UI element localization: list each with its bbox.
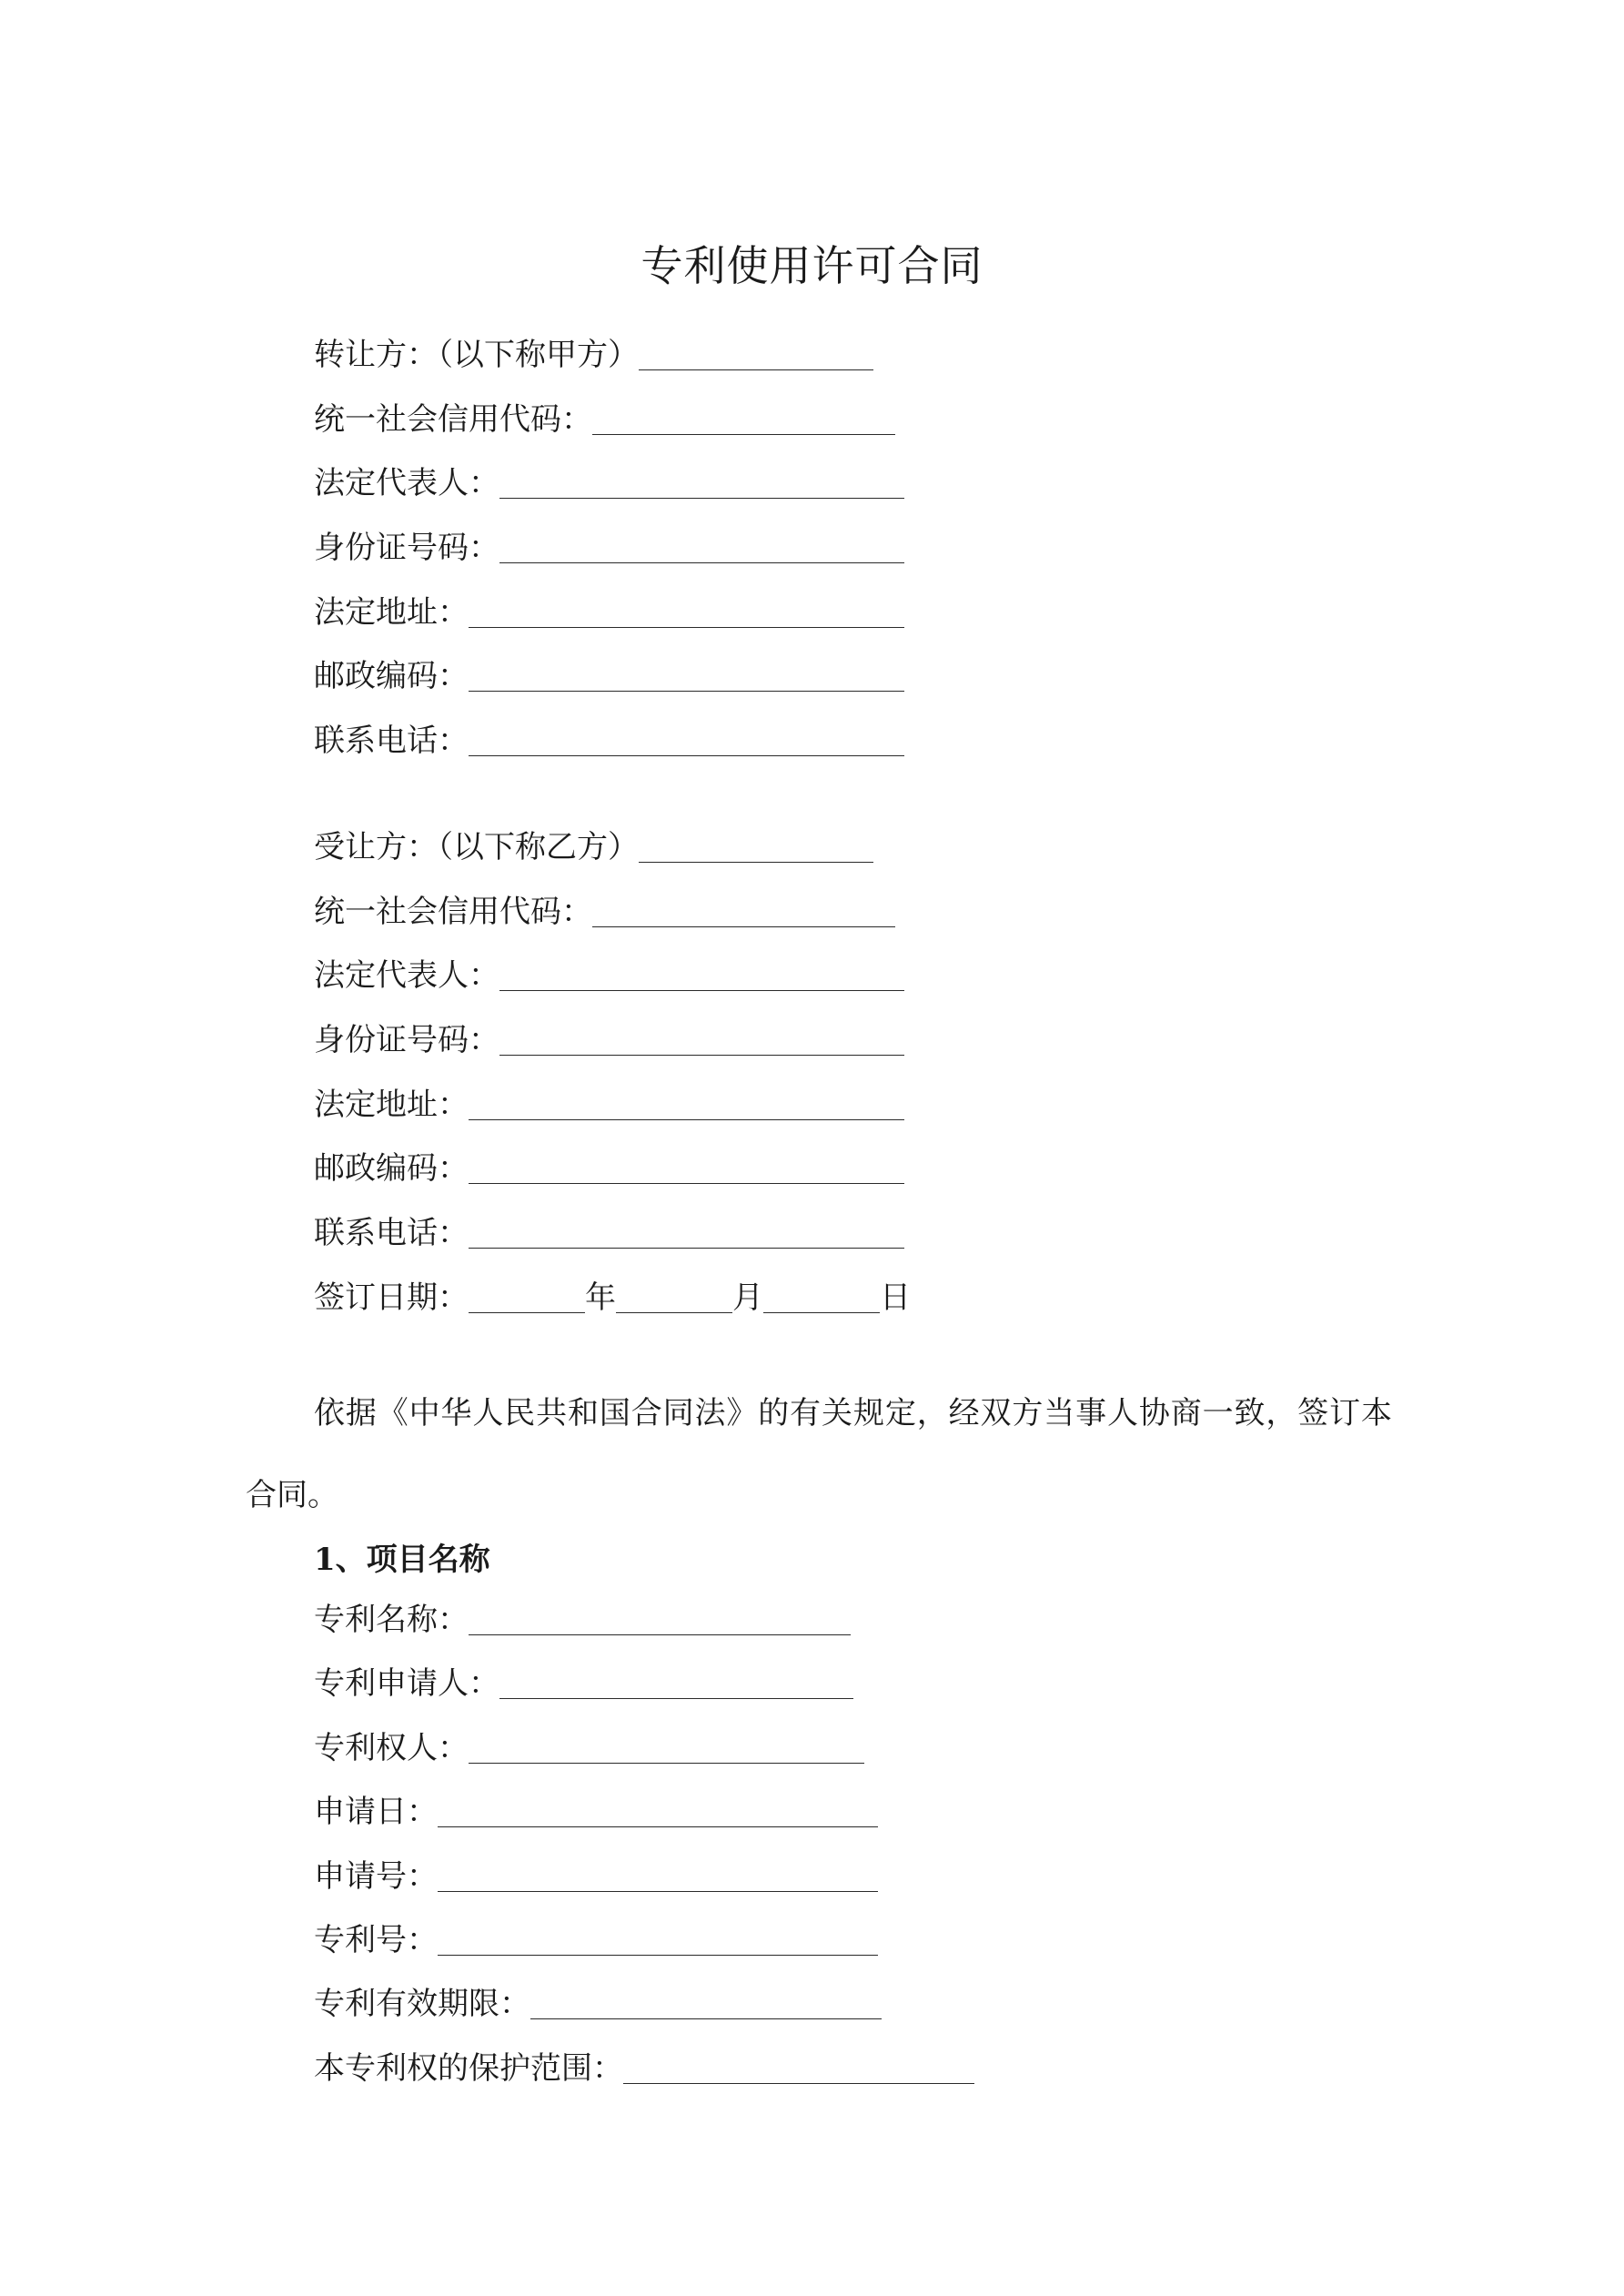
fill-in-blank[interactable] [499,959,904,991]
field-label: 邮政编码： [314,1150,469,1188]
month-blank[interactable] [616,1281,732,1313]
party-b-address-row [314,1073,1360,1138]
fill-in-blank[interactable] [469,596,904,628]
field-label: 法定地址： [314,593,469,631]
fill-in-blank[interactable] [438,1860,878,1892]
fill-in-blank[interactable] [592,895,895,927]
field-label: 受让方：（以下称乙方） [314,829,639,865]
fill-in-blank[interactable] [499,467,904,499]
signing-date-label: 签订日期： [314,1279,469,1316]
field-label: 本专利权的保护范围： [314,2049,623,2087]
fill-in-blank[interactable] [469,660,904,692]
fill-in-blank[interactable] [469,1217,904,1249]
year-label: 年 [585,1279,616,1316]
fill-in-blank[interactable] [592,403,895,435]
field-label: 联系电话： [314,1215,469,1252]
party-b-legal-rep-row [314,944,1360,1008]
fill-in-blank[interactable] [499,1667,853,1699]
fill-in-blank[interactable] [499,531,904,563]
party-a-transferor-row [314,323,1360,388]
party-b-id-number-row [314,1008,1360,1073]
signing-date-row [314,1266,1360,1330]
fill-in-blank[interactable] [499,1024,904,1056]
party-a-credit-code-row [314,388,1360,452]
field-label: 统一社会信用代码： [314,893,592,930]
fill-in-blank[interactable] [639,831,873,863]
fill-in-blank[interactable] [469,1732,864,1764]
fill-in-blank[interactable] [469,1088,904,1120]
application-number-row [314,1845,1360,1908]
project-fields-section [314,1588,1360,2100]
field-label: 法定地址： [314,1086,469,1123]
field-label: 专利权人： [314,1729,469,1766]
day-label: 日 [880,1279,911,1316]
field-label: 专利号： [314,1921,438,1958]
signing-date-section [314,1266,1360,1330]
field-label: 身份证号码： [314,1022,499,1059]
fill-in-blank[interactable] [530,1988,882,2019]
protection-scope-row [314,2037,1360,2100]
field-label: 统一社会信用代码： [314,400,592,438]
party-b-section [314,815,1360,1266]
section-1-heading: 1、项目名称 [314,1542,490,1578]
fill-in-blank[interactable] [623,2052,974,2084]
patent-applicant-row [314,1652,1360,1715]
party-b-postcode-row [314,1137,1360,1201]
party-b-credit-code-row [314,880,1360,945]
fill-in-blank[interactable] [469,1603,851,1635]
patentee-row [314,1716,1360,1780]
party-b-transferee-row [314,815,1360,880]
field-label: 邮政编码： [314,658,469,695]
field-label: 法定代表人： [314,957,499,995]
party-a-postcode-row [314,644,1360,709]
fill-in-blank[interactable] [639,339,873,370]
party-a-phone-row [314,709,1360,774]
day-blank[interactable] [763,1281,880,1313]
application-date-row [314,1780,1360,1844]
field-label: 联系电话： [314,723,469,760]
fill-in-blank[interactable] [469,724,904,756]
validity-period-row [314,1972,1360,2036]
field-label: 身份证号码： [314,530,499,567]
fill-in-blank[interactable] [438,1924,878,1956]
field-label: 专利名称： [314,1602,469,1638]
fill-in-blank[interactable] [438,1795,878,1827]
party-a-legal-rep-row [314,451,1360,516]
field-label: 专利申请人： [314,1665,499,1703]
patent-number-row [314,1908,1360,1972]
party-b-phone-row [314,1201,1360,1266]
intro-paragraph: 依据《中华人民共和国合同法》的有关规定，经双方当事人协商一致，签订本合同。 [246,1395,1392,1513]
field-label: 转让方：（以下称甲方） [314,337,639,373]
field-label: 专利有效期限： [314,1986,530,2023]
party-a-id-number-row [314,516,1360,581]
field-label: 申请日： [314,1794,438,1831]
document-title: 专利使用许可合同 [641,241,983,290]
party-a-address-row [314,581,1360,645]
field-label: 申请号： [314,1857,438,1895]
fill-in-blank[interactable] [469,1152,904,1184]
patent-name-row [314,1588,1360,1652]
year-blank[interactable] [469,1281,585,1313]
field-label: 法定代表人： [314,465,499,502]
party-a-section [314,323,1360,774]
month-label: 月 [732,1279,763,1316]
